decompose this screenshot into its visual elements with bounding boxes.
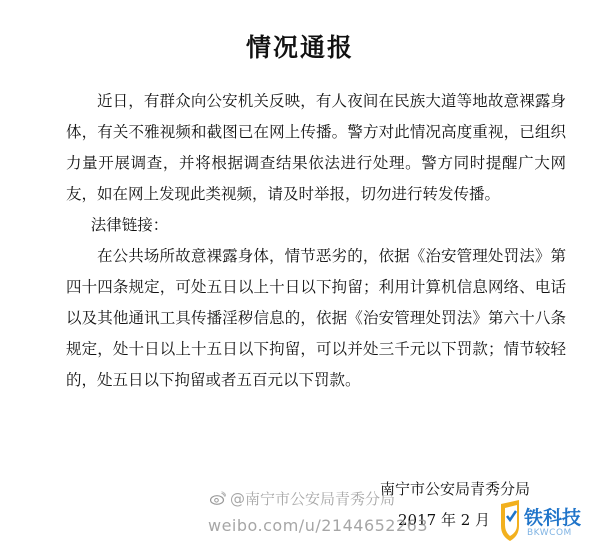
paragraph-legal-heading: 法律链接： bbox=[90, 216, 169, 234]
site-logo-name: 铁科技 bbox=[524, 507, 582, 529]
site-logo-sub: BKWCOM bbox=[527, 528, 572, 538]
weibo-url-watermark: weibo.com/u/2144652263 bbox=[208, 516, 429, 535]
signature: 南宁市公安局青秀分局 bbox=[380, 480, 531, 498]
weibo-icon bbox=[210, 491, 226, 505]
document-body bbox=[66, 86, 566, 396]
weibo-handle-watermark: @南宁市公安局青秀分局 bbox=[230, 490, 396, 508]
paragraph-notice: 近日，有群众向公安机关反映，有人夜间在民族大道等地故意裸露身体，有关不雅视频和截图已在网上传播。警方对此情况高度重视，已组织力量开展调查，并将根据调查结果依法进行处理。警方同时提醒广大网友，如在网上发现此类视频，请及时举报，切勿进行转发传播。 bbox=[66, 92, 566, 203]
paragraph-legal-text: 在公共场所故意裸露身体，情节恶劣的，依据《治安管理处罚法》第四十四条规定，可处五日以上十日以下拘留；利用计算机信息网络、电话以及其他通讯工具传播淫秽信息的，依据《治安管理处罚法》第六十八条规定，处十日以上十五日以下拘留，可以并处三千元以下罚款；情节较轻的，处五日以下拘留或者五百元以下罚款。 bbox=[66, 247, 566, 389]
issue-date: 2017 年 2 月 bbox=[398, 511, 491, 529]
document-title: 情况通报 bbox=[245, 33, 354, 62]
